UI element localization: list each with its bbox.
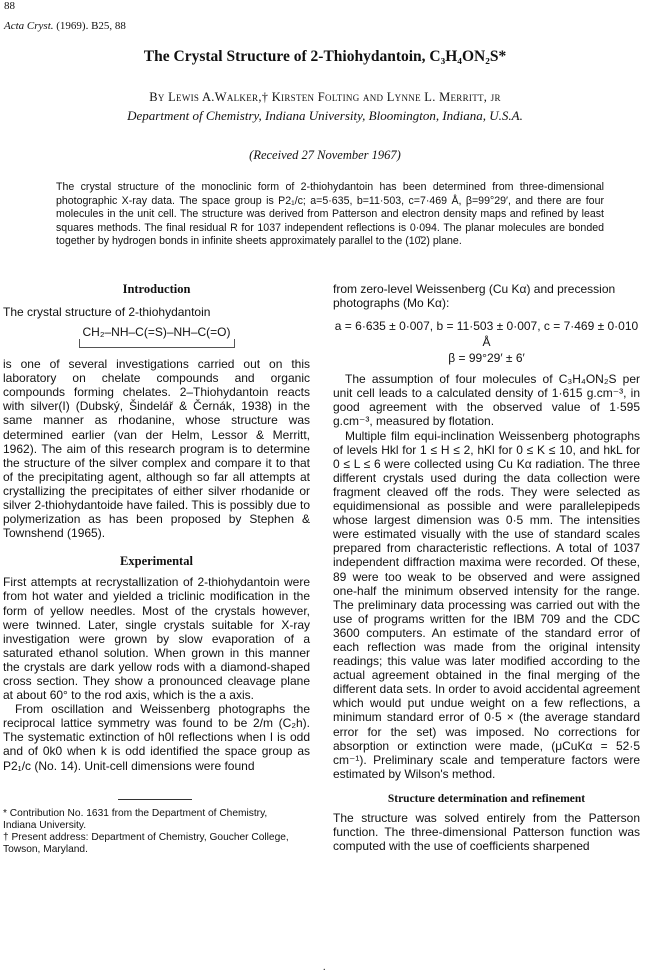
- cell-abc: a = 6·635 ± 0·007, b = 11·503 ± 0·007, c = 7·469 ± 0·010 Å: [334, 319, 639, 350]
- heading-introduction: Introduction: [122, 282, 191, 296]
- journal-name: Acta Cryst.: [4, 20, 54, 32]
- journal-citation: [4, 20, 126, 32]
- abstract: The crystal structure of the monoclinic form of 2-thiohydantoin has been determined from three-dimensional photographic X-ray data. The space group is P2₁/c; a=5·635, b=11·503, c=7·469 Å, β=99°29′, and there are four molecules in the unit cell. The structure was derived from Patterson and electron density maps and refined by least squares methods. The final residual R for 1037 independent reflections is 0·094. The planar molecules are bonded together by hydrogen bonds in infinite sheets approximately parallel to the (10̄2) plane.: [56, 181, 604, 248]
- experimental-paragraph-1: First attempts at recrystallization of 2-thiohydantoin were from hot water and yielded a triclinic modification in the form of yellow needles. Most of the crystals however, were twinned. Later, single crystals suitable for X-ray investigation were grown by slow evaporation of a saturated ethanol solution. When grown in this manner the crystals are dark yellow rods with a diamond-shaped cross section. They show a pronounced cleavage plane at about 60° to the rod axis, which is the a axis.: [3, 575, 310, 703]
- right-column: [333, 282, 640, 853]
- structural-formula: [3, 325, 310, 353]
- journal-volume: (1969). B25, 88: [56, 20, 126, 32]
- bottom-mark: .: [323, 962, 326, 973]
- author-line: By Lewis A.Walker,† Kirsten Folting and Lynne L. Merritt, jr: [149, 90, 501, 104]
- footnote-rule: [118, 799, 192, 800]
- experimental-paragraph-2: From oscillation and Weissenberg photographs the reciprocal lattice symmetry was found to be 2/m (C₂h). The systematic extinction of h0l reflections when l is odd and of 0k0 when k is odd identified the space group as P2₁/c (No. 14). Unit-cell dimensions were found: [3, 702, 310, 773]
- affiliation: Department of Chemistry, Indiana University, Bloomington, Indiana, U.S.A.: [127, 108, 523, 123]
- footnotes: [3, 808, 303, 856]
- unit-cell-intro: from zero-level Weissenberg (Cu Kα) and precession photographs (Mo Kα):: [333, 282, 616, 311]
- footnote-contribution: * Contribution No. 1631 from the Department of Chemistry, Indiana University.: [3, 808, 268, 831]
- ring-closure-bond: [79, 339, 235, 353]
- data-collection-paragraph: Multiple film equi-inclination Weissenberg photographs of levels Hkl for 1 ≤ H ≤ 2, hKl for 0 ≤ K ≤ 10, and hkL for 0 ≤ L ≤ 6 were collected using Cu Kα radiation. The three different crystals used during the data collection were fragment cleaved off the rods. They were selected as equidimensional as possible and were parallelepipeds whose largest dimension was 0·5 mm. The intensities were estimated visually with the use of standard scales prepared from characteristic reflections. A total of 1037 independent diffraction maxima were recorded. Of these, 89 were too weak to be observed and were assigned one-half the minimum observed intensity for the range. The preliminary data processing was carried out with the use of programs written for the IBM 709 and the CDC 3600 computers. An estimate of the standard error of each reflection was made from the original intensity readings; this value was later modified according to the actual agreement obtained in the final merging of the different data sets. In order to avoid accidental agreement which would put undue weight on a few reflections, a minimum standard error of 0·5 × (the average standard error for the set) was imposed. No corrections for absorption or extinction were made, (μCuKα = 52·5 cm⁻¹). Preliminary scale and temperature factors were estimated by Wilson's method.: [333, 428, 640, 781]
- unit-cell-dimensions: [333, 318, 640, 366]
- page-number: 88: [4, 0, 15, 12]
- heading-experimental: Experimental: [120, 554, 193, 569]
- heading-structure-determination: Structure determination and refinement: [387, 792, 586, 805]
- left-column: [3, 282, 310, 773]
- formula-text: CH₂–NH–C(=S)–NH–C(=O): [82, 325, 231, 340]
- received-date: (Received 27 November 1967): [249, 148, 401, 162]
- introduction-lead: The crystal structure of 2-thiohydantoin: [3, 305, 211, 319]
- cell-beta: β = 99°29′ ± 6′: [448, 351, 525, 366]
- introduction-body: is one of several investigations carried out on this laboratory on chelate compounds and organic compounds forming chelates. 2–Thiohydantoin reacts with silver(I) (Dubský, Šindelář & Černák, 1938) in the same manner as rhodanine, whose structure was determined earlier (van der Helm, Lessor & Merritt, 1962). The aim of this research program is to determine the structure of the silver complex and compare it to that of the precipitating agent, although so far all attempts at crystallizing the precipitates of either silver rhodanide or silver 2-thiohydantoide have failed. This is possibly due to polymerization as has been proposed by Stephen & Townshend (1965).: [3, 357, 310, 541]
- paper-title: The Crystal Structure of 2-Thiohydantoin, C₃H₄ON₂S*: [143, 48, 507, 65]
- density-paragraph: The assumption of four molecules of C₃H₄ON₂S per unit cell leads to a calculated density of 1·615 g.cm⁻³, in good agreement with the observed value of 1·595 g.cm⁻³, measured by flotation.: [333, 372, 640, 429]
- structure-paragraph-1: The structure was solved entirely from the Patterson function. The three-dimensional Patterson function was computed with the use of coefficients sharpened: [333, 810, 640, 854]
- footnote-address: † Present address: Department of Chemistry, Goucher College, Towson, Maryland.: [3, 832, 289, 855]
